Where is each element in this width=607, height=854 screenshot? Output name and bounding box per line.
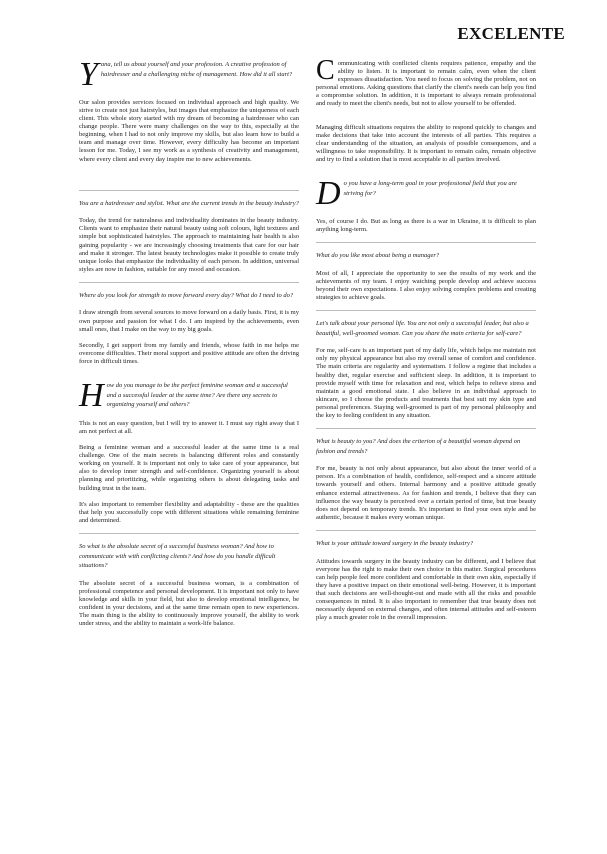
question-feminine-leader (79, 377, 299, 415)
question-long-term-goal (316, 175, 536, 213)
answer-trends: Today, the trend for naturalness and individuality dominates in the beauty industry. Clients want to emphasize their natural beauty using soft colours, light textures and simple but sophisticated hairstyles. The approach to maintaining hair health is also gaining popularity - we are increasingly choosing treatments that care for our hair and make it stronger. The latest beauty technologies make it possible to create truly unique looks that emphasize the individuality of each person. In addition, universal styles are now in fashion, suitable for any mood and occasion. (79, 217, 299, 273)
question-text: ow do you manage to be the perfect feminine woman and a successful and a successful leader at the same time? Are there any secrets to organizing yourself and others? (106, 382, 288, 409)
divider (316, 310, 536, 311)
answer-self-care: For me, self-care is an important part of my daily life, which helps me maintain not only my physical appearance but also my overall sense of comfort and confidence. The main criteria are regularity and systematism. I follow a regime that includes a healthy diet, regular exercise and sufficient sleep. In addition, it is important to provide myself with time for relaxation and rest, which helps to relieve stress and maintain a good emotional state. I also believe in an individual approach to skincare, so I choose the products and treatments that best suit my skin type and personal preferences. Staying well-groomed is part of my personal philosophy and the key to feeling confident in any situation. (316, 347, 536, 419)
answer-strength-1: I draw strength from several sources to move forward on a daily basis. First, it is my own purpose and passion for what I do. I am inspired by the achievements, even small ones, that I make on the way to my big goals. (79, 309, 299, 333)
question-text: o you have a long-term goal in your professional field that you are striving for? (343, 180, 517, 197)
question-strength: Where do you look for strength to move forward every day? What do I need to do? (79, 291, 294, 299)
question-intro (79, 56, 299, 93)
question-trends: You are a hairdresser and stylist. What are the current trends in the beauty industry? (79, 199, 299, 207)
question-manager: What do you like most about being a manager? (316, 252, 440, 260)
question-surgery: What is your attitude toward surgery in the beauty industry? (316, 539, 474, 547)
answer-secret: The absolute secret of a successful business woman, is a combination of professional competence and personal development. It is important not only to have knowledge and skills in your field, but also to develop emotional intelligence, be confident in your decisions, and at the same time remain open to new experiences. The main thing is the ability to continuously improve yourself, the ability to work under stress, and the ability to maintain a work-life balance. (79, 579, 299, 628)
divider (316, 428, 536, 429)
drop-cap: Y (79, 56, 98, 93)
question-beauty: What is beauty to you? And does the criterion of a beautiful woman depend on fashion and trends? (316, 438, 521, 455)
paragraph-conflicted-clients (316, 55, 536, 117)
question-text: ana, tell us about yourself and your profession. A creative profession of hairdresser and a challenging niche of management. How did it all start? (100, 61, 293, 78)
answer-long-term-goal: Yes, of course I do. But as long as there is a war in Ukraine, it is difficult to plan anything long-term. (316, 217, 536, 233)
answer-intro: Our salon provides services focused on individual approach and high quality. We strive to create not just hairstyles, but images that emphasize the uniqueness of each client. This whole story started with my dream of becoming a hairdresser who can change people. There were many challenges on the way to this, especially at the beginning, when I had to not only improve my skills, but also learn how to build a team and manage over time. However, every difficulty has become an important lesson for me. Today, I see my work as a synthesis of creativity and management, where every client and every day inspire me to new achievements. (79, 98, 299, 163)
paragraph-text: ommunicating with conflicted clients requires patience, empathy and the ability to listen. It is important to remain calm, even when the client expresses dissatisfaction. You need to focus on solving the problem, not on personal emotions. Asking questions that clarify the client's needs can help you find a compromise solution. In addition, it is important to always remain professional and ready to meet the client's needs, but not to allow yourself to be offended. (316, 60, 536, 108)
left-column (79, 56, 299, 636)
answer-feminine-2: Being a feminine woman and a successful leader at the same time is a real challenge. One of the main secrets is balancing different roles and constantly working on yourself. It is important not only to take care of your appearance, but also to develop inner strength and self-confidence. Organizing yourself is about planning and prioritizing, while organizing others is about delegating tasks and building trust in the team. (79, 444, 299, 492)
answer-surgery: Attitudes towards surgery in the beauty industry can be different, and I believe that everyone has the right to make their own choice in this matter. Surgical procedures can help people feel more confident and comfortable in their own skin, especially if they have a positive impact on their emotional well-being. However, it is important that such decisions are well-thought-out and made with all the risks and possible consequences in mind. It is also important to remember that true beauty does not necessarily depend on external changes, and often internal attitudes and self-esteem play a much greater role in the overall impression. (316, 557, 536, 622)
answer-manager: Most of all, I appreciate the opportunity to see the results of my work and the achievements of my team. I enjoy watching people develop and achieve success beyond their own expectations. I also enjoy solving complex problems and creating strategies to achieve goals. (316, 269, 536, 301)
divider (79, 282, 299, 283)
answer-beauty: For me, beauty is not only about appearance, but also about the inner world of a person. It's a combination of health, confidence, self-respect and a sincere attitude towards yourself and others. Internal harmony and a positive attitude greatly enhance external attractiveness. As for fashion and trends, I believe that they can influence the way beauty is perceived over a certain period of time, but true beauty does not depend on temporary trends. It's important to find your own style and be authentic, because it makes every woman unique. (316, 465, 536, 521)
right-column (316, 55, 536, 630)
drop-cap: H (79, 377, 104, 415)
answer-strength-2: Secondly, I get support from my family and friends, whose faith in me helps me overcome difficulties. Their moral support and positive attitude are often the driving force in difficult times. (79, 341, 299, 365)
paragraph-difficult-situations: Managing difficult situations requires the ability to respond quickly to changes and make decisions that take into account the interests of all parties. This requires a clear understanding of the situation, an analysis of possible consequences, and a willingness to take responsibility. It is important to remain calm, remain objective and try to find a solution that is most acceptable to all parties involved. (316, 123, 536, 163)
answer-feminine-1: This is not an easy question, but I will try to answer it. I must say right away that I am not perfect at all. (79, 419, 299, 435)
divider (316, 530, 536, 531)
question-secret: So what is the absolute secret of a successful business woman? And how to communicate with with conflicting clients? And how do you handle difficult situations? (79, 542, 276, 570)
divider (79, 190, 299, 191)
question-self-care: Let's talk about your personal life. You are not only a successful leader, but also a beautiful, well-groomed woman. Can you share the main criteria for self-care? (316, 320, 529, 337)
drop-cap: C (316, 55, 335, 86)
drop-cap: D (316, 175, 341, 213)
divider (316, 242, 536, 243)
magazine-masthead: EXCELENTE (457, 24, 565, 43)
divider (79, 533, 299, 534)
answer-feminine-3: It's also important to remember flexibility and adaptability - these are the qualities that help you successfully cope with different situations while remaining feminine and determined. (79, 500, 299, 524)
